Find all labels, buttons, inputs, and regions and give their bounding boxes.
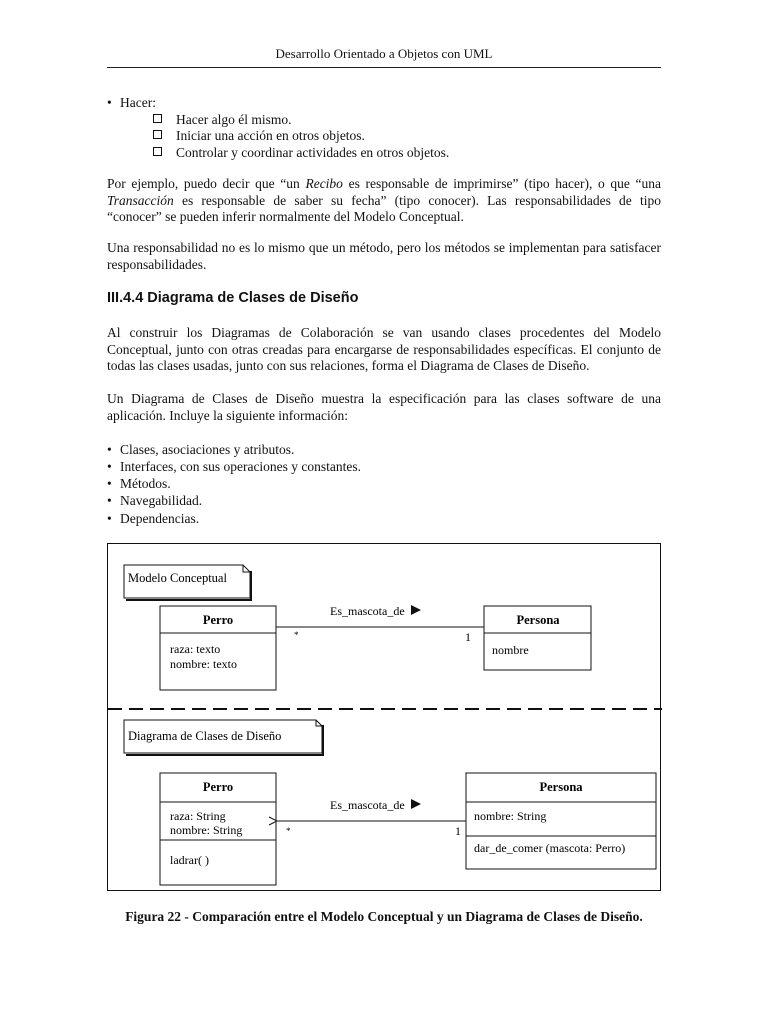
list-item [107, 458, 361, 475]
class-method: dar_de_comer (mascota: Perro) [474, 841, 626, 855]
list-item-text: Clases, asociaciones y atributos. [120, 442, 295, 457]
square-bullet-icon [153, 147, 162, 156]
italic-term: Transacción [107, 192, 174, 208]
note-modelo-conceptual [124, 565, 251, 600]
sub-item [153, 111, 291, 128]
bullet-icon: • [107, 493, 112, 508]
page-header: Desarrollo Orientado a Objetos con UML [275, 46, 493, 61]
list-item-text: Métodos. [120, 476, 171, 491]
hacer-label: Hacer: [120, 95, 156, 110]
bullet-icon: • [107, 459, 112, 474]
paragraph-diagrama: Un Diagrama de Clases de Diseño muestra la especificación para las clases software de una aplicación. Incluye la siguiente información: [107, 391, 661, 423]
list-item [107, 441, 294, 458]
paragraph-example [107, 176, 661, 226]
bullet-hacer [107, 94, 156, 111]
direction-arrow-icon [411, 799, 421, 809]
uml-diagram [108, 544, 662, 892]
note-label: Modelo Conceptual [128, 571, 227, 585]
direction-arrow-icon [411, 605, 421, 615]
class-perro-conceptual [160, 606, 276, 690]
class-method: ladrar( ) [170, 853, 209, 867]
class-attribute: raza: String [170, 809, 226, 823]
class-attribute: nombre: String [474, 809, 547, 823]
class-title: Perro [202, 613, 234, 627]
class-title: Perro [202, 780, 234, 794]
bullet-icon: • [107, 511, 112, 526]
note-diagrama-clases [124, 720, 323, 755]
multiplicity: * [286, 826, 291, 836]
paragraph-responsabilidad: Una responsabilidad no es lo mismo que un método, pero los métodos se implementan para satisfacer responsabilidades. [107, 240, 661, 272]
uml-figure [107, 543, 661, 891]
bullet-icon: • [107, 95, 112, 110]
para-text: es responsable de imprimirse” (tipo hacer), o que “una [342, 176, 662, 191]
list-item [107, 492, 202, 509]
list-item-text: Navegabilidad. [120, 493, 203, 508]
square-bullet-icon [153, 114, 162, 123]
bullet-icon: • [107, 442, 112, 457]
class-title: Persona [539, 780, 583, 794]
paragraph-construir: Al construir los Diagramas de Colaboración se van usando clases procedentes del Modelo Conceptual, junto con otras creadas para encargarse de responsabilidades específicas. El conjunto de todas las clases usadas, junto con sus relaciones, forma el Diagrama de Clases de Diseño. [107, 325, 661, 373]
sub-item-text: Iniciar una acción en otros objetos. [176, 128, 365, 143]
sub-item [153, 127, 365, 144]
class-attribute: nombre: texto [170, 657, 237, 671]
class-persona-conceptual [484, 606, 591, 670]
class-persona-design [466, 773, 656, 869]
bullet-icon: • [107, 476, 112, 491]
association-conceptual [276, 604, 484, 644]
figure-caption: Figura 22 - Comparación entre el Modelo Conceptual y un Diagrama de Clases de Diseño. [125, 909, 643, 924]
header-rule [107, 67, 661, 68]
sub-item [153, 144, 449, 161]
multiplicity: 1 [465, 630, 471, 644]
class-title: Persona [516, 613, 560, 627]
association-label: Es_mascota_de [330, 604, 405, 618]
association-design [277, 798, 466, 838]
list-item-text: Interfaces, con sus operaciones y constantes. [120, 459, 362, 474]
class-perro-design [160, 773, 276, 885]
note-label: Diagrama de Clases de Diseño [128, 729, 282, 743]
class-attribute: raza: texto [170, 642, 221, 656]
multiplicity: 1 [455, 824, 461, 838]
list-item [107, 475, 171, 492]
sub-item-text: Controlar y coordinar actividades en otros objetos. [176, 145, 450, 160]
list-item-text: Dependencias. [120, 511, 200, 526]
para-text: es responsable de saber su fecha” (tipo conocer). Las responsabilidades de tipo “conocer” se pueden inferir normalmente del Modelo Conceptual. [107, 192, 661, 224]
square-bullet-icon [153, 130, 162, 139]
class-attribute: nombre [492, 643, 529, 657]
list-item [107, 510, 199, 527]
class-attribute: nombre: String [170, 823, 243, 837]
italic-term: Recibo [305, 176, 343, 191]
association-label: Es_mascota_de [330, 798, 405, 812]
section-heading: III.4.4 Diagrama de Clases de Diseño [107, 290, 359, 306]
sub-item-text: Hacer algo él mismo. [176, 112, 292, 127]
para-text: Por ejemplo, puedo decir que “un [107, 176, 306, 191]
multiplicity: * [294, 630, 299, 640]
